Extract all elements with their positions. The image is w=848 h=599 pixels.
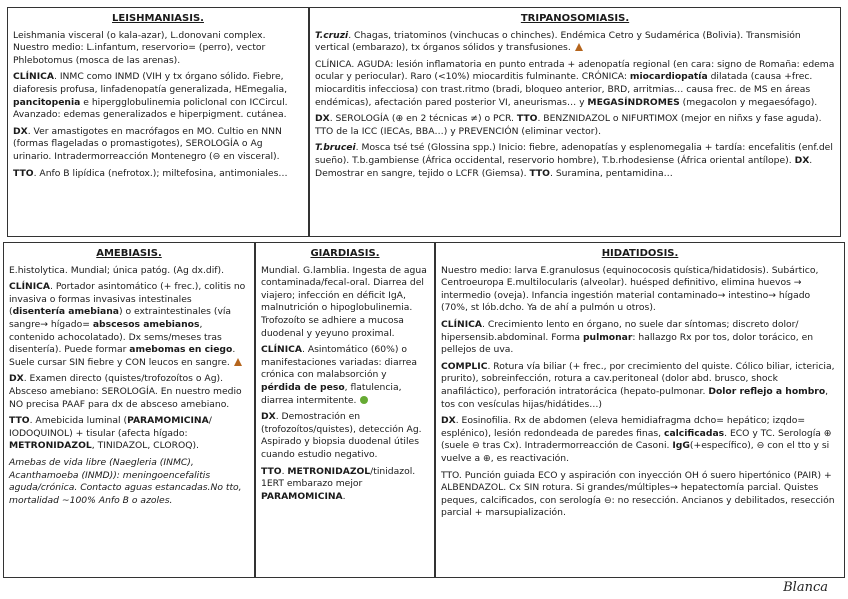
hidatidosis-title: HIDATIDOSIS. [601, 248, 679, 259]
giardiasis-title: GIARDIASIS. [310, 248, 380, 259]
giar-intro: Mundial. G.lamblia. Ingesta de agua contaminada/fecal-oral. Diarrea del viajero; infección en déficit IgA, malnutrición o hipoglobulinemia. Trofozoíto se adhiere a mucosa duodenal y yeyuno proximal. [261, 264, 427, 339]
triatomine-icon [575, 43, 583, 51]
hida-complic: COMPLIC. Rotura vía biliar (+ frec., por crecimiento del quiste. Cólico biliar, ictericia, prurito), sobreinfección, rotura a cav.peritoneal (dolor abd. brusco, shock anafiláctico), perforación intratorácica (hepato-pulmonar. Dolor reflejo a hombro, tos con vesículas hijas/hidátides…) [441, 360, 835, 410]
hida-clinica: CLÍNICA. Crecimiento lento en órgano, no suele dar síntomas; discreto dolor/ hipersensib.abdominal. Forma pulmonar: hallazgo Rx por tos, dolor torácico, en pellejos de uva. [441, 318, 814, 356]
leish-dx: DX. Ver amastigotes en macrófagos en MO. Cultio en NNN (formas flageladas o promastigotes), SEROLOGÍA o Ag urinario. Intradermorreacción Montenegro (⊖ en visceral). [13, 125, 282, 162]
hida-intro: Nuestro medio: larva E.granulosus (equinococosis quística/hidatidosis). Subártico, Centroeuropa E.multilocularis (alveolar). huésped definitivo, elimina huevos → intermedio (oveja). Infancia ingestión material contaminado→ intestino→ hígado (70%, st lób.dcho. Ya de ahí a pulmón u otros). [441, 264, 819, 314]
giardiasis-section [255, 242, 435, 578]
hida-dx: DX. Eosinofilia. Rx de abdomen (eleva hemidiafragma dcho= hepático; izqdo= esplénico), lesión redondeada de paredes finas, calcificadas. ECO y TC. Serología ⊕ (suele ⊖ tras Cx). Intradermorreacción de Casoni. IgG(+específico), ⊖ con el tto y si vuelve a ⊕, es reactivación. [441, 415, 832, 464]
giar-dx: DX. Demostración en (trofozoítos/quistes), detección Ag. Aspirado y biopsia duodenal útiles cuando estudio negativo. [261, 411, 422, 460]
giar-tto: TTO. METRONIDAZOL/tinidazol. 1ERT embarazo mejor PARAMOMICINA. [261, 465, 416, 502]
tripanosomiasis-title: TRIPANOSOMIASIS. [520, 13, 630, 24]
blood-icon [234, 358, 242, 366]
leishmaniasis-section [7, 7, 309, 237]
trip-cruzi: T.cruzi. Chagas, triatominos (vinchucas o chinches). Endémica Cetro y Sudamérica (Bolivia). Transmisión vertical (embarazo), tx órganos sólidos y transfusiones. [315, 29, 801, 54]
amebiasis-title: AMEBIASIS. [96, 248, 162, 259]
ameb-intro: E.histolytica. Mundial; única patóg. (Ag dx.dif). [9, 264, 225, 276]
giar-clinica: CLÍNICA. Asintomático (60%) o manifestaciones variadas: diarrea crónica con malabsorción y pérdida de peso, flatulencia, diarrea intermitente. [261, 344, 418, 406]
amebiasis-section [3, 242, 255, 578]
stool-icon [360, 396, 368, 404]
trip-brucei: T.brucei. Mosca tsé tsé (Glossina spp.) Inicio: fiebre, adenopatías y esplenomegalia + tardía: encefalitis (enf.del sueño). T.b.gambiense (África occidental, reservorio hombre), T.b.rhodesiense (África oriental antílope). DX. Demostrar en sangre, tejido o LCFR (Giemsa). TTO. Suramina, pentamidina… [315, 142, 833, 179]
leish-clinica: CLÍNICA. INMC como INMD (VIH y tx órgano sólido. Fiebre, diaforesis profusa, linfadenopatía generalizada, HEmegalia, pancitopenia e hipergglobulinemia policlonal con ICCircul. Avanzado: edemas generalizados e hiperpigment. cutánea. [13, 71, 288, 121]
trip-dx: DX. SEROLOGÍA (⊕ en 2 técnicas ≠) o PCR. TTO. BENZNIDAZOL o NIFURTIMOX (mejor en niñxs y fase aguda). TTO de la ICC (IECAs, BBA…) y PREVENCIÓN (eliminar vector). [315, 113, 822, 137]
ameb-clinica: CLÍNICA. Portador asintomático (+ frec.), colitis no invasiva o formas invasivas intestinales (disentería amebiana) o extraintestinales (vía sangre→ hígado= abscesos amebianos, contenido achocolatado). Dx sems/meses tras disentería). Puede formar amebomas en ciego. Suele cursar SIN fiebre y CON leucos en sangre. [9, 281, 246, 368]
author-signature: Blanca [783, 580, 828, 595]
hidatidosis-section [435, 242, 845, 578]
ameb-tto: TTO. Amebicida luminal (PARAMOMICINA/ IODOQUINOL) + tisular (afecta hígado: METRONIDAZOL, TINIDAZOL, CLOROQ). [9, 415, 212, 452]
tripanosomiasis-section [309, 7, 841, 237]
leish-intro: Leishmania visceral (o kala-azar), L.donovani complex. Nuestro medio: L.infantum, reservorio= (perro), vector Phlebotomus (mosca de las arenas). [13, 29, 266, 66]
hida-tto: TTO. Punción guiada ECO y aspiración con inyección OH ó suero hipertónico (PAIR) + ALBENDAZOL. Cx SIN rotura. Si grandes/múltiples→ hepatectomía parcial. Quistes peques, calcificados, con serología ⊖: no resección. Ancianos y debilitados, resección parcial + marsupialización. [441, 469, 835, 519]
ameb-vida-libre: Amebas de vida libre (Naegleria (INMC), Acanthamoeba (INMD)): meningoencefalitis aguda/crónica. Contacto aguas estancadas.No tto, mortalidad ~100% Anfo B o azoles. [9, 456, 242, 506]
trip-clinica: CLÍNICA. AGUDA: lesión inflamatoria en punto entrada + adenopatía regional (en cara: signo de Romaña: edema ocular y periocular). Raro (<10%) miocarditis fulminante. CRÓNICA: miocardiopatía dilatada (causa +frec. miocarditis infecciosa) con trast.ritmo (bradi, bloqueo anterior, BRD, arritmias… causa frec. de MS en áreas endémicas), afectación pared posterior VI, aneurismas… y MEGASÍNDROMES (megacolon y megaesófago). [315, 58, 835, 108]
leish-tto: TTO. Anfo B lipídica (nefrotox.); miltefosina, antimoniales… [13, 167, 288, 179]
leishmaniasis-title: LEISHMANIASIS. [112, 13, 204, 24]
ameb-dx: DX. Examen directo (quistes/trofozoítos o Ag). Absceso amebiano: SEROLOGÍA. En nuestro medio NO precisa PAAF para dx de absceso amebiano. [9, 373, 242, 410]
